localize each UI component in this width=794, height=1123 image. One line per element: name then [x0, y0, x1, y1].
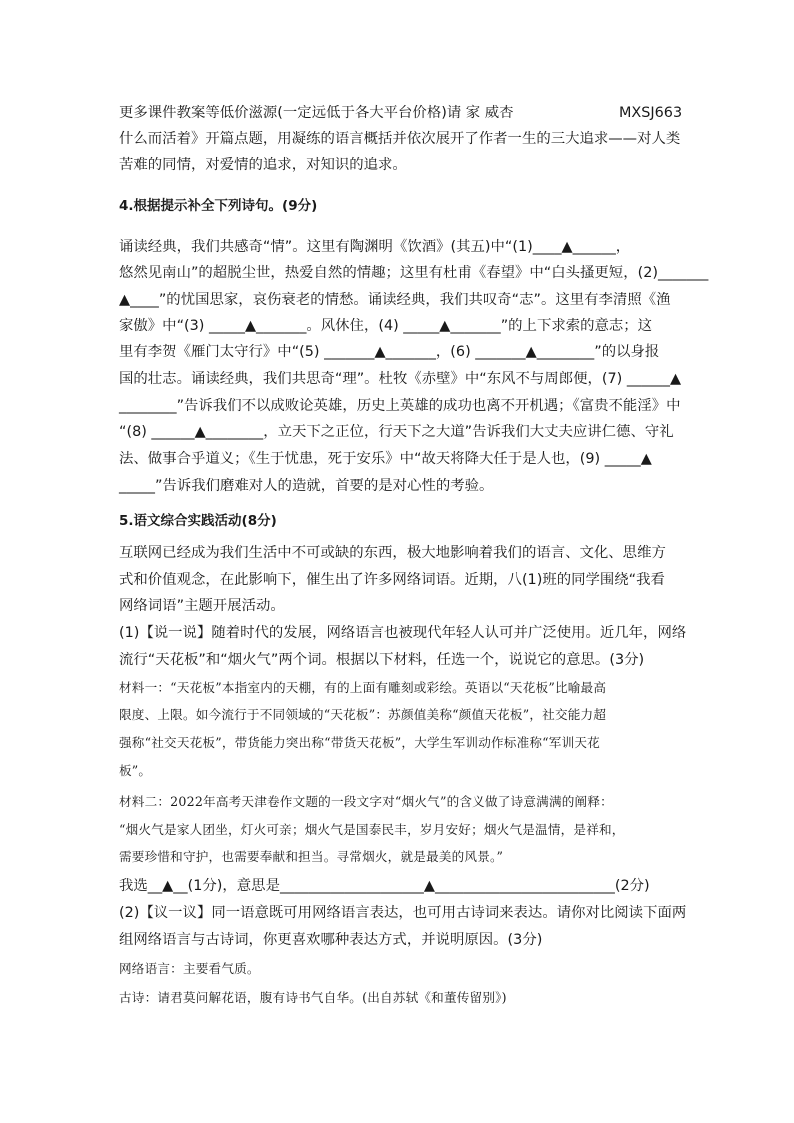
- text-line: (2)【议一议】同一语意既可用网络语言表达，也可用古诗词来表达。请你对比阅读下面两: [119, 905, 687, 921]
- text-line: 苦难的同情，对爱情的追求，对知识的追求。: [119, 157, 407, 173]
- text-line: 材料二：2022年高考天津卷作文题的一段文字对“烟火气”的含义做了诗意满满的阐释：: [119, 794, 613, 809]
- text-line: 里有李贺《雁门太守行》中“(5) _______▲_______，(6) _______▲________”的以身报: [119, 344, 660, 360]
- text-line: 强称“社交天花板”，带货能力突出称“带货天花板”，大学生军训动作标准称“军训天花: [119, 735, 600, 750]
- text-line: 法、做事合乎道义；《生于忧患，死于安乐》中“故天将降大任于是人也，(9) _____▲: [119, 451, 652, 467]
- text-line: 诵读经典，我们共感奇“情”。这里有陶渊明《饮酒》(其五)中“(1)____▲______，: [119, 239, 631, 255]
- header-text: 更多课件教案等低价滋源(一定远低于各大平台价格)请 家 威杏: [119, 105, 514, 121]
- text-line: ________”告诉我们不以成败论英雄，历史上英雄的成功也离不开机遇；《富贵不能淫》中: [119, 398, 681, 414]
- text-line: 家傲》中“(3) _____▲_______。风休住，(4) _____▲_______”的上下求索的意志；这: [119, 318, 653, 334]
- text-line: 网络词语”主题开展活动。: [119, 598, 285, 614]
- text-line: 式和价值观念，在此影响下，催生出了许多网络词语。近期，八(1)班的同学围绕“我看: [119, 572, 665, 588]
- text-line: _____”告诉我们磨难对人的造就，首要的是对心性的考验。: [119, 478, 494, 494]
- text-line: “(8) ______▲________，立天下之正位，行天下之大道”告诉我们大丈夫应讲仁德、守礼: [119, 424, 674, 440]
- text-line: 互联网已经成为我们生活中不可或缺的东西，极大地影响着我们的语言、文化、思维方: [119, 545, 666, 561]
- text-line: 5.语文综合实践活动(8分): [119, 513, 277, 529]
- text-line: 什么而活着》开篇点题，用凝练的语言概括并依次展开了作者一生的三大追求——对人类: [119, 131, 681, 147]
- text-line: (1)【说一说】随着时代的发展，网络语言也被现代年轻人认可并广泛使用。近几年，网络: [119, 625, 687, 641]
- text-line: 组网络语言与古诗词，你更喜欢哪种表达方式，并说明原因。(3分): [119, 932, 543, 948]
- text-line: 4.根据提示补全下列诗句。(9分): [119, 198, 318, 214]
- text-line: ▲____”的忧国思家，哀伤衰老的情愁。诵读经典，我们共叹奇“志”。这里有李清照《渔: [119, 292, 671, 308]
- text-line: 悠然见南山”的超脱尘世，热爱自然的情趣；这里有杜甫《春望》中“白头搔更短，(2)_______: [119, 265, 709, 281]
- text-line: “烟火气是家人团坐，灯火可亲；烟火气是国泰民丰，岁月安好；烟火气是温情，是祥和，: [119, 822, 625, 837]
- text-line: 网络语言：主要看气质。: [119, 961, 260, 976]
- text-line: 板”。: [119, 763, 152, 778]
- text-line: 我选__▲__(1分)，意思是____________________▲_________________________(2分): [119, 878, 650, 894]
- text-line: 古诗：请君莫问解花语，腹有诗书气自华。(出自苏轼《和董传留别》): [119, 990, 507, 1005]
- text-line: 需要珍惜和守护，也需要奉献和担当。寻常烟火，就是最美的风景。”: [119, 849, 504, 864]
- text-line: 限度、上限。如今流行于不同领域的“天花板”：苏颜值美称“颜值天花板”，社交能力超: [119, 707, 607, 722]
- header-code: MXSJ663: [619, 105, 683, 121]
- text-line: 材料一：“天花板”本指室内的天棚，有的上面有雕刻或彩绘。英语以“天花板”比喻最高: [119, 680, 607, 695]
- text-line: 流行“天花板”和“烟火气”两个词。根据以下材料，任选一个，说说它的意思。(3分): [119, 652, 645, 668]
- text-line: 国的壮志。诵读经典，我们共思奇“理”。杜牧《赤壁》中“东风不与周郎便，(7) ______▲: [119, 371, 682, 387]
